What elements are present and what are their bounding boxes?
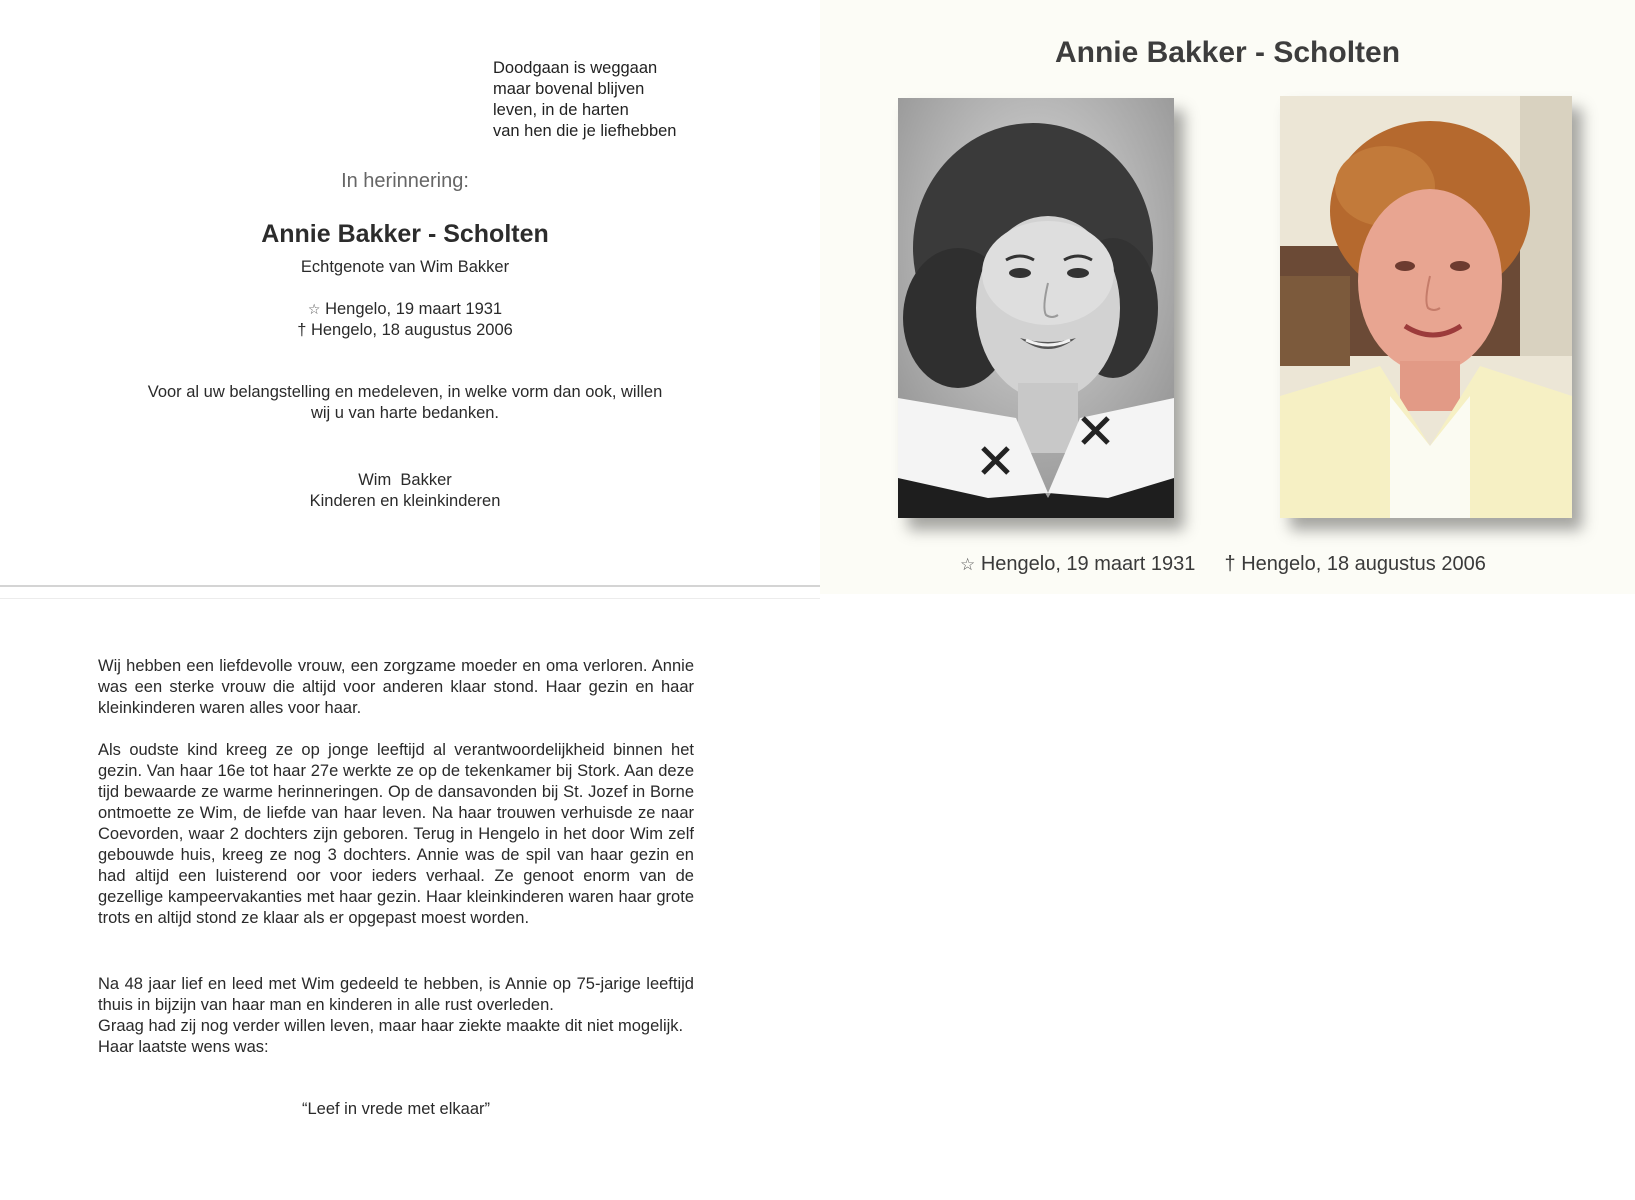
birth-line: [100, 300, 710, 319]
portrait-young-photo: [898, 98, 1174, 518]
fold-shadow: [0, 598, 820, 599]
birth-text: Hengelo, 19 maart 1931: [980, 553, 1196, 575]
thanks-text: [100, 382, 710, 424]
poem-line: maar bovenal blijven: [493, 80, 645, 98]
signature-name: Wim Bakker: [358, 471, 452, 489]
photo-card-name: Annie Bakker - Scholten: [1054, 36, 1401, 69]
portrait-elderly-image: [1280, 96, 1572, 518]
photo-card-dates: [960, 553, 1486, 576]
poem-line: leven, in de harten: [493, 101, 629, 119]
thanks-line: Voor al uw belangstelling en medeleven, in welke vorm dan ook, willen: [147, 383, 663, 401]
death-line: [100, 321, 710, 340]
portrait-elderly-photo: [1280, 96, 1572, 518]
star-icon: ☆: [960, 555, 976, 574]
poem-line: Doodgaan is weggaan: [493, 59, 658, 77]
biography-paragraph-1: Wij hebben een liefdevolle vrouw, een zorgzame moeder en oma verloren. Annie was een sterke vrouw die altijd voor anderen klaar stond. Haar gezin en haar kleinkinderen waren alles voor haar.: [98, 657, 694, 717]
biography-line: Graag had zij nog verder willen leven, maar haar ziekte maakte dit niet mogelijk.: [98, 1017, 684, 1035]
biography-line: Haar laatste wens was:: [98, 1038, 269, 1056]
death-text: Hengelo, 18 augustus 2006: [1241, 553, 1486, 575]
signature-family: Kinderen en kleinkinderen: [309, 492, 501, 510]
star-icon: ☆: [307, 301, 321, 317]
biography-line: Na 48 jaar lief en leed met Wim gedeeld te hebben, is Annie op 75-jarige leeftijd thuis in bijzijn van haar man en kinderen in alle rust overleden.: [98, 975, 694, 1014]
cross-icon: †: [1224, 553, 1236, 575]
last-wish-quote: “Leef in vrede met elkaar”: [301, 1100, 490, 1118]
portrait-young-image: [898, 98, 1174, 518]
thanks-line: wij u van harte bedanken.: [310, 404, 500, 422]
poem: [493, 58, 753, 142]
biography-paragraph-2: Als oudste kind kreeg ze op jonge leeftijd al verantwoordelijkheid binnen het gezin. Van haar 16e tot haar 27e werkte ze op de tekenkamer bij Stork. Aan deze tijd bewaarde ze warme herinneringen. Op de dansavonden bij St. Jozef in Borne ontmoette ze Wim, de liefde van haar leven. Na haar trouwen verhuisde ze naar Coevorden, waar 2 dochters zijn geboren. Terug in Hengelo in het door Wim zelf gebouwde huis, kreeg ze nog 3 dochters. Annie was de spil van haar gezin en had altijd een luisterend oor voor ieders verhaal. Ze genoot enorm van de gezellige kampeervakanties met haar gezin. Haar kleinkinderen waren haar grote trots en altijd stond ze klaar als er opgepast moest worden.: [98, 741, 694, 927]
signature: [100, 470, 710, 512]
cross-icon: †: [297, 321, 307, 339]
spouse-line: Echtgenote van Wim Bakker: [300, 258, 510, 276]
deceased-name: Annie Bakker - Scholten: [261, 220, 549, 248]
birth-text: Hengelo, 19 maart 1931: [325, 300, 503, 318]
death-text: Hengelo, 18 augustus 2006: [310, 321, 513, 339]
in-memory-heading: In herinnering:: [341, 170, 469, 192]
fold-line: [0, 585, 820, 587]
biography-paragraph-3: [98, 974, 694, 1058]
poem-line: van hen die je liefhebben: [493, 122, 677, 140]
